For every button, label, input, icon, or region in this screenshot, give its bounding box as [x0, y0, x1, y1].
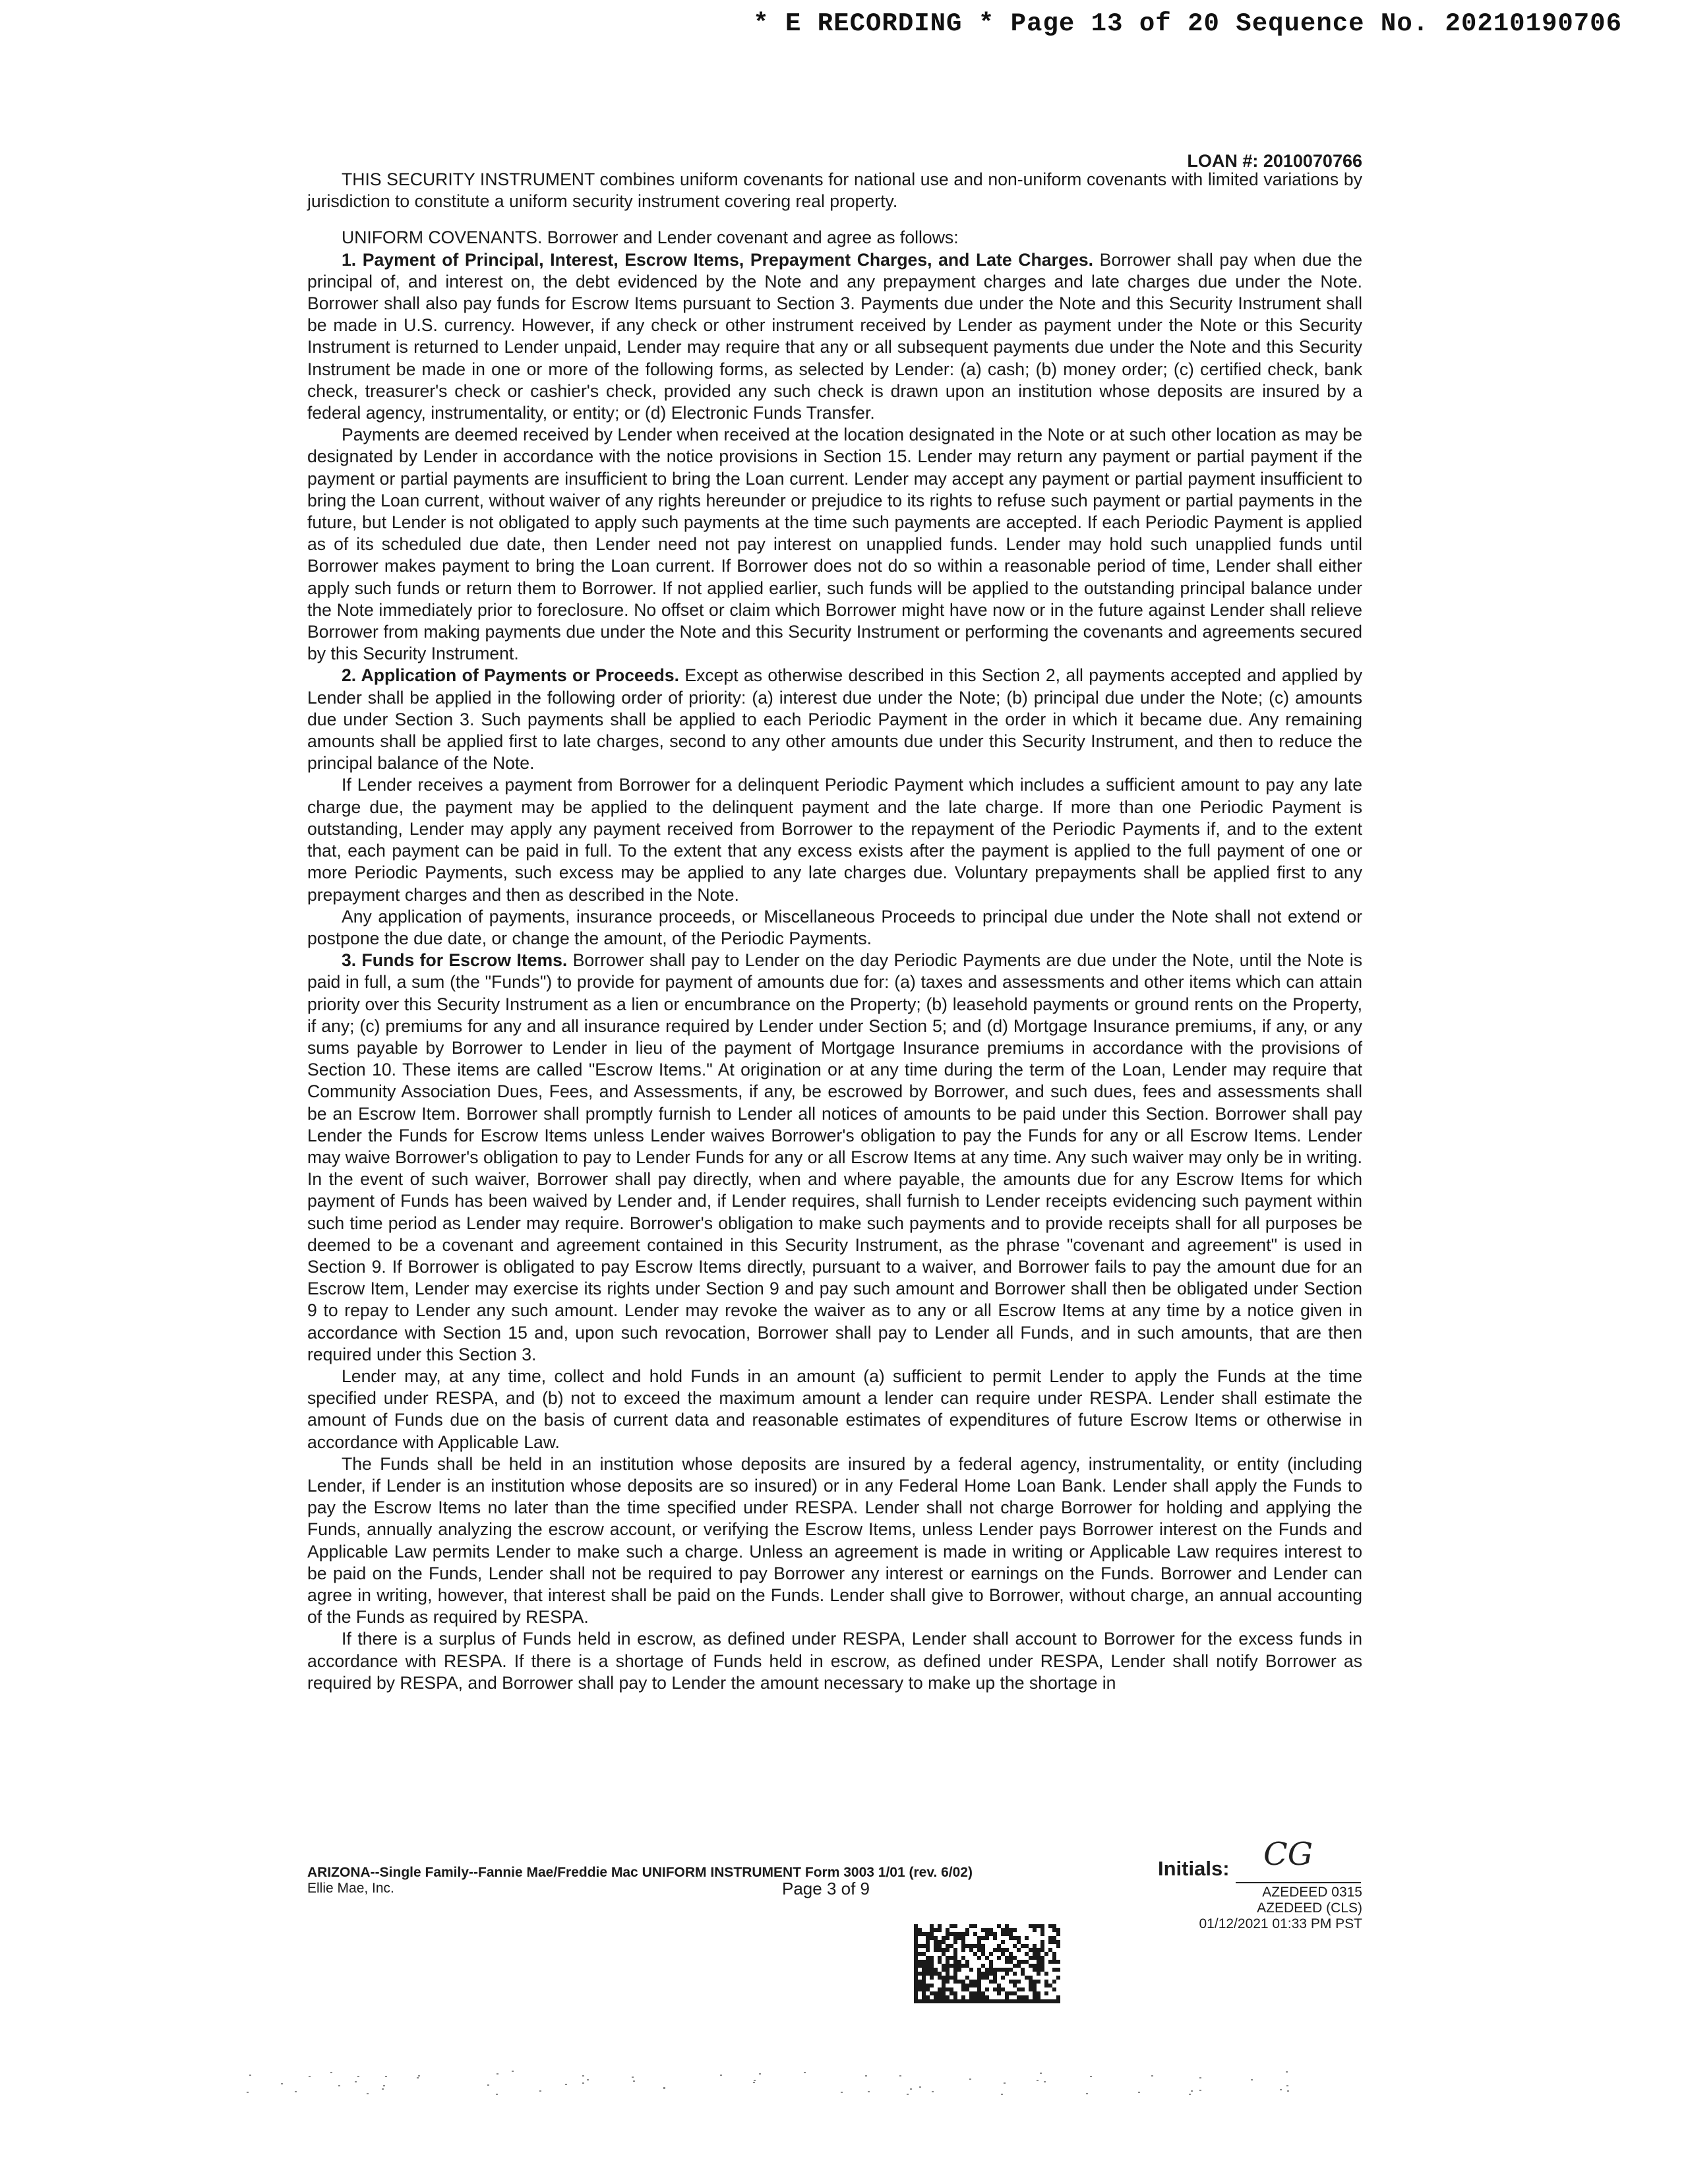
loan-number: LOAN #: 2010070766	[1187, 151, 1362, 171]
section-2-paragraph	[307, 665, 1362, 774]
section-1-title: 1. Payment of Principal, Interest, Escrow Items, Prepayment Charges, and Late Charges.	[342, 249, 1094, 270]
uniform-covenants-heading: UNIFORM COVENANTS. Borrower and Lender covenant and agree as follows:	[342, 228, 959, 248]
form-code-2: AZEDEED (CLS)	[1257, 1900, 1362, 1916]
section-2-paragraph-3: Any application of payments, insurance proceeds, or Miscellaneous Proceeds to principal due under the Note shall not extend or postpone the due date, or change the amount, of the Periodic Payments.	[307, 906, 1362, 948]
vendor-name: Ellie Mae, Inc.	[307, 1881, 394, 1896]
initials-signature: CG	[1263, 1836, 1313, 1873]
page-footer	[307, 1836, 1362, 2010]
intro-paragraph: THIS SECURITY INSTRUMENT combines uniform covenants for national use and non-uniform covenants with limited variations by jurisdiction to constitute a uniform security instrument covering real property.	[307, 169, 1362, 212]
barcode-2d-icon	[914, 1924, 1060, 2003]
section-3-paragraph-2: Lender may, at any time, collect and hold Funds in an amount (a) sufficient to permit Lender to apply the Funds at the time specified under RESPA, and (b) not to exceed the maximum amount a lender can require under RESPA. Lender shall estimate the amount of Funds due on the basis of current data and reasonable estimates of expenditures of future Escrow Items or otherwise in accordance with Applicable Law.	[307, 1366, 1362, 1452]
page-number: Page 3 of 9	[782, 1879, 870, 1898]
section-3-text: Borrower shall pay to Lender on the day Periodic Payments are due under the Note, until the Note is paid in full, a sum (the "Funds") to provide for payment of amounts due for: (a) taxes and assessments and other items which can attain priority over this Security Instrument as a lien or encumbrance on the Property; (b) leasehold payments or ground rents on the Property, if any; (c) premiums for any and all insurance required by Lender under Section 5; and (d) Mortgage Insurance premiums, if any, or any sums payable by Borrower to Lender in lieu of the payment of Mortgage Insurance premiums in accordance with the provisions of Section 10. These items are called "Escrow Items." At origination or at any time during the term of the Loan, Lender may require that Community Association Dues, Fees, and Assessments, if any, be escrowed by Borrower, and such dues, fees and assessments shall be an Escrow Item. Borrower shall promptly furnish to Lender all notices of amounts to be paid under this Section. Borrower shall pay Lender the Funds for Escrow Items unless Lender waives Borrower's obligation to pay the Funds for any or all Escrow Items. Lender may waive Borrower's obligation to pay to Lender Funds for any or all Escrow Items at any time. Any such waiver may only be in writing. In the event of such waiver, Borrower shall pay directly, when and where payable, the amounts due for any Escrow Items for which payment of Funds has been waived by Lender and, if Lender requires, shall furnish to Lender receipts evidencing such payment within such time period as Lender may require. Borrower's obligation to make such payments and to provide receipts shall for all purposes be deemed to be a covenant and agreement contained in this Security Instrument, as the phrase "covenant and agreement" is used in Section 9. If Borrower is obligated to pay Escrow Items directly, pursuant to a waiver, and Borrower fails to pay the amount due for an Escrow Item, Lender may exercise its rights under Section 9 and pay such amount and Borrower shall then be obligated under Section 9 to repay to Lender any such amount. Lender may revoke the waiver as to any or all Escrow Items at any time by a notice given in accordance with Section 15 and, upon such revocation, Borrower shall pay to Lender all Funds, and in such amounts, that are then required under this Section 3.	[307, 950, 1362, 1364]
section-3-paragraph-3: The Funds shall be held in an institution whose deposits are insured by a federal agency, instrumentality, or entity (including Lender, if Lender is an institution whose deposits are so insured) or in any Federal Home Loan Bank. Lender shall apply the Funds to pay the Escrow Items no later than the time specified under RESPA. Lender shall not charge Borrower for holding and applying the Funds, annually analyzing the escrow account, or verifying the Escrow Items, unless Lender pays Borrower interest on the Funds and Applicable Law permits Lender to make such a charge. Unless an agreement is made in writing or Applicable Law requires interest to be paid on the Funds, Lender shall not be required to pay Borrower any interest or earnings on the Funds. Borrower and Lender can agree in writing, however, that interest shall be paid on the Funds. Lender shall give to Borrower, without charge, an annual accounting of the Funds as required by RESPA.	[307, 1453, 1362, 1627]
section-2-title: 2. Application of Payments or Proceeds.	[342, 665, 680, 686]
form-title: ARIZONA--Single Family--Fannie Mae/Freddie Mac UNIFORM INSTRUMENT Form 3003 1/01 (rev. 6/02)	[307, 1865, 973, 1880]
form-code-1: AZEDEED 0315	[1262, 1885, 1362, 1900]
initials-line	[1236, 1882, 1361, 1883]
section-1-text: Borrower shall pay when due the principal of, and interest on, the debt evidenced by the Note and any prepayment charges and late charges due under the Note. Borrower shall also pay funds for Escrow Items pursuant to Section 3. Payments due under the Note and this Security Instrument shall be made in U.S. currency. However, if any check or other instrument received by Lender as payment under the Note or this Security Instrument is returned to Lender unpaid, Lender may require that any or all subsequent payments due under the Note and this Security Instrument be made in one or more of the following forms, as selected by Lender: (a) cash; (b) money order; (c) certified check, bank check, treasurer's check or cashier's check, provided any such check is drawn upon an institution whose deposits are insured by a federal agency, instrumentality, or entity; or (d) Electronic Funds Transfer.	[307, 249, 1362, 423]
initials-label: Initials:	[1158, 1857, 1230, 1880]
section-3-paragraph-4: If there is a surplus of Funds held in escrow, as defined under RESPA, Lender shall account to Borrower for the excess funds in accordance with RESPA. If there is a shortage of Funds held in escrow, as defined under RESPA, Lender shall notify Borrower as required by RESPA, and Borrower shall pay to Lender the amount necessary to make up the shortage in	[307, 1629, 1362, 1693]
section-2-paragraph-2: If Lender receives a payment from Borrower for a delinquent Periodic Payment which includes a sufficient amount to pay any late charge due, the payment may be applied to the delinquent payment and the late charge. If more than one Periodic Payment is outstanding, Lender may apply any payment received from Borrower to the repayment of the Periodic Payments if, and to the extent that, each payment can be paid in full. To the extent that any excess exists after the payment is applied to the full payment of one or more Periodic Payments, such excess may be applied to any late charges due. Voluntary prepayments shall be applied first to any prepayment charges and then as described in the Note.	[307, 775, 1362, 905]
print-timestamp: 01/12/2021 01:33 PM PST	[1199, 1916, 1362, 1931]
document-body	[307, 150, 1362, 1694]
section-1-paragraph	[307, 249, 1362, 425]
section-2-text: Except as otherwise described in this Section 2, all payments accepted and applied by Lender shall be applied in the following order of priority: (a) interest due under the Note; (b) principal due under the Note; (c) amounts due under Section 3. Such payments shall be applied to each Periodic Payment in the order in which it became due. Any remaining amounts shall be applied first to late charges, second to any other amounts due under this Security Instrument, and then to reduce the principal balance of the Note.	[307, 665, 1362, 774]
section-3-paragraph	[307, 950, 1362, 1366]
scan-specks	[237, 2071, 1292, 2097]
section-1-paragraph-2: Payments are deemed received by Lender when received at the location designated in the Note or at such other location as may be designated by Lender in accordance with the notice provisions in Section 15. Lender may return any payment or partial payment if the payment or partial payments are insufficient to bring the Loan current. Lender may accept any payment or partial payment insufficient to bring the Loan current, without waiver of any rights hereunder or prejudice to its rights to refuse such payment or partial payments in the future, but Lender is not obligated to apply such payments at the time such payments are accepted. If each Periodic Payment is applied as of its scheduled due date, then Lender need not pay interest on unapplied funds. Lender may hold such unapplied funds until Borrower makes payment to bring the Loan current. If Borrower does not do so within a reasonable period of time, Lender shall either apply such funds or return them to Borrower. If not applied earlier, such funds will be applied to the outstanding principal balance under the Note immediately prior to foreclosure. No offset or claim which Borrower might have now or in the future against Lender shall relieve Borrower from making payments due under the Note and this Security Instrument or performing the covenants and agreements secured by this Security Instrument.	[307, 425, 1362, 664]
form-codes	[1199, 1885, 1363, 1932]
section-3-title: 3. Funds for Escrow Items.	[342, 950, 568, 971]
recording-header: * E RECORDING * Page 13 of 20 Sequence No. 20210190706	[753, 9, 1622, 38]
